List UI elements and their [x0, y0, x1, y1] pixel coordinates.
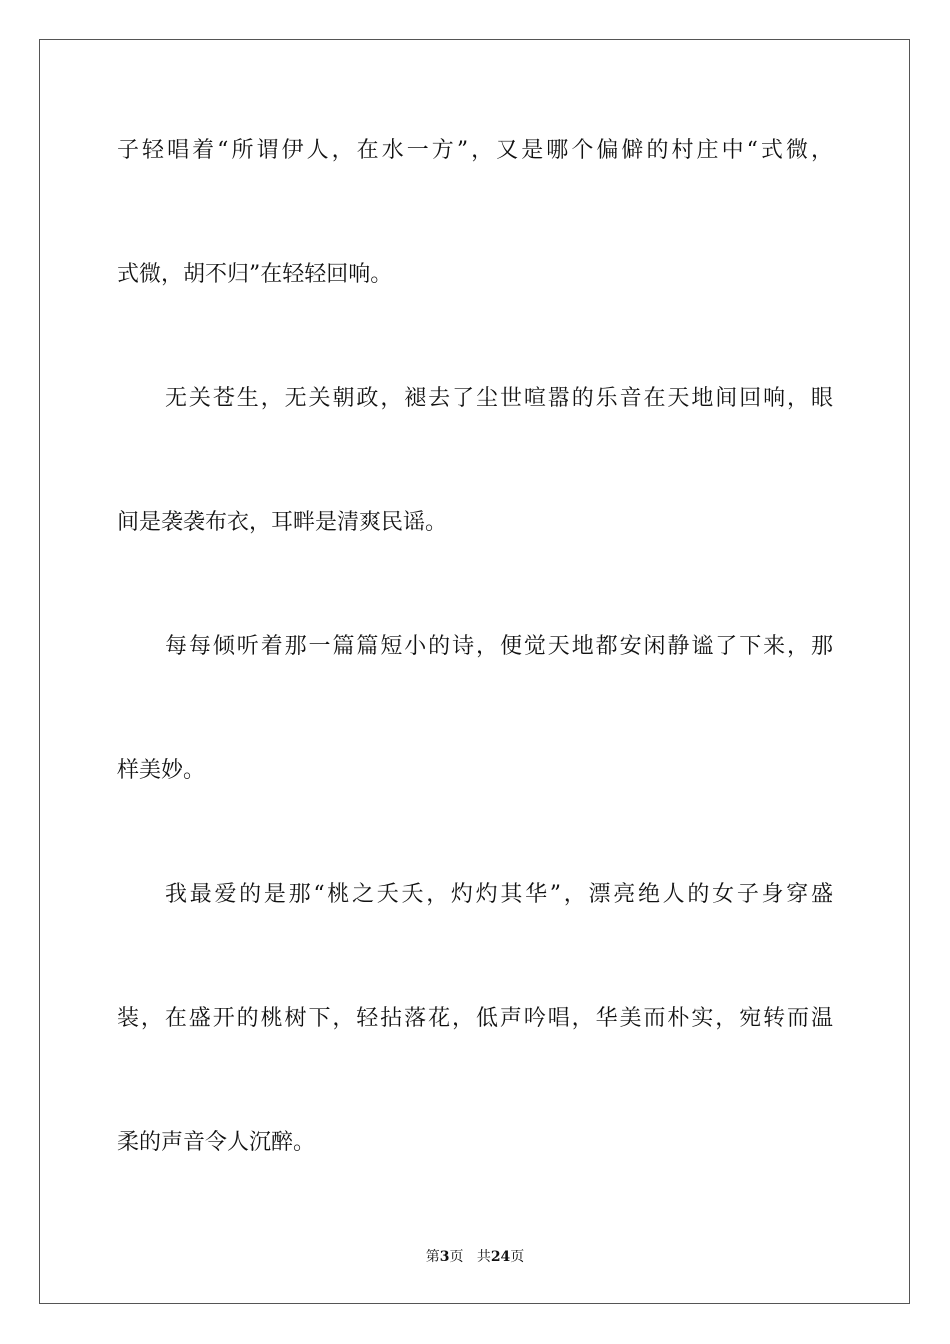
paragraph-3-line-1: 每每倾听着那一篇篇短小的诗，便觉天地都安闲静谧了下来，那: [165, 634, 833, 659]
paragraph-4-line-2: 装，在盛开的桃树下，轻拈落花，低声吟唱，华美而朴实，宛转而温: [117, 1006, 833, 1031]
page-footer: [0, 1247, 950, 1267]
page-border: [39, 39, 910, 1304]
footer-page-suffix: 页: [449, 1249, 464, 1265]
footer-total-prefix: 共: [476, 1249, 491, 1265]
paragraph-4-line-3: 柔的声音令人沉醉。: [117, 1130, 316, 1155]
paragraph-4-line-1: 我最爱的是那“桃之夭夭，灼灼其华”，漂亮绝人的女子身穿盛: [165, 882, 833, 907]
paragraph-3-line-2: 样美妙。: [117, 758, 206, 783]
footer-page-number: 3: [439, 1249, 450, 1265]
paragraph-2-line-1: 无关苍生，无关朝政，褪去了尘世喧嚣的乐音在天地间回响，眼: [165, 386, 833, 411]
paragraph-2-line-2: 间是袭袭布衣，耳畔是清爽民谣。: [117, 510, 448, 535]
footer-page-prefix: 第: [425, 1249, 440, 1265]
paragraph-1-line-2: 式微，胡不归”在轻轻回响。: [117, 262, 393, 287]
paragraph-1-line-1: 子轻唱着“所谓伊人，在水一方”，又是哪个偏僻的村庄中“式微，: [117, 138, 833, 163]
footer-total-pages: 24: [490, 1249, 511, 1265]
footer-total-suffix: 页: [510, 1249, 525, 1265]
